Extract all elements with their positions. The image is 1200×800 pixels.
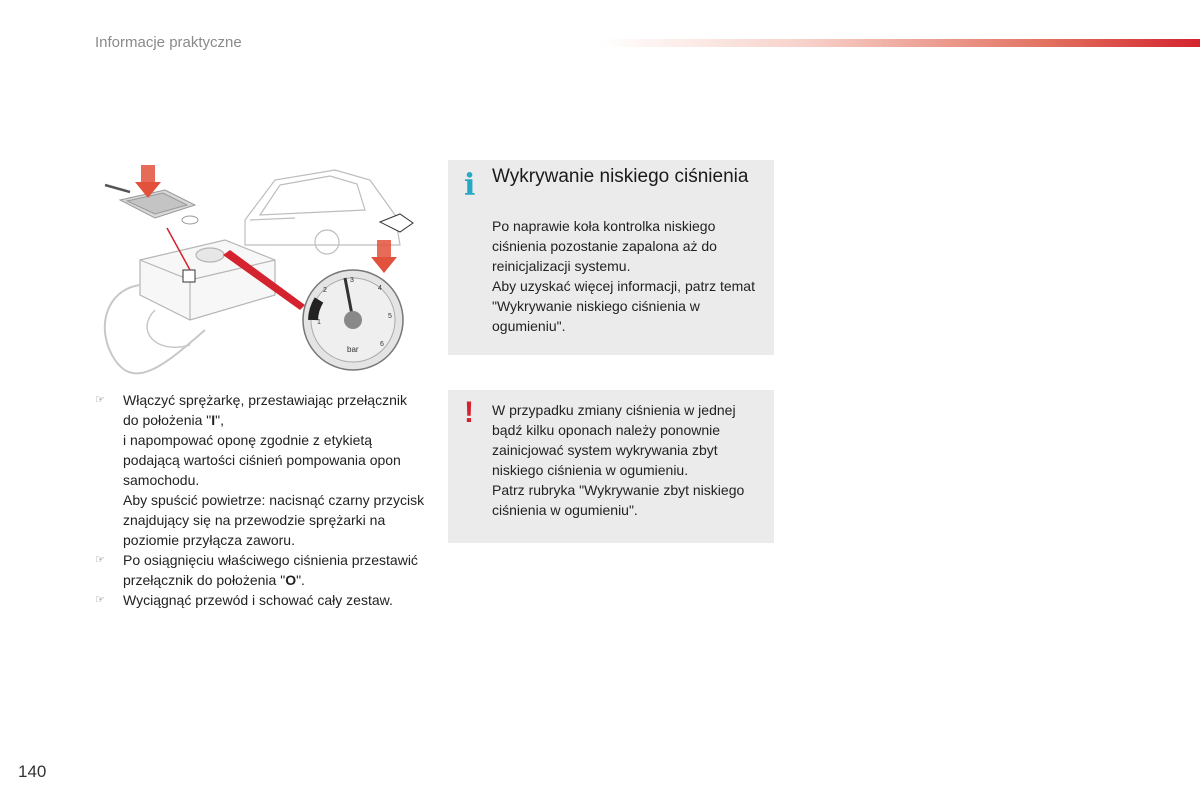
warning-icon: ! xyxy=(464,396,474,429)
switch-position-symbol: O xyxy=(285,572,297,588)
gauge-tick-label: 4 xyxy=(378,285,382,292)
step-text: Po osiągnięciu właściwego ciśnienia przestawić przełącznik do położenia "O". xyxy=(123,552,418,588)
step-text: Włączyć sprężarkę, przestawiając przełącznik do położenia "I", xyxy=(123,392,407,428)
hand-pointer-icon: ☞ xyxy=(95,594,105,606)
hand-pointer-icon: ☞ xyxy=(95,554,105,566)
section-title: Informacje praktyczne xyxy=(95,34,242,51)
info-box xyxy=(448,160,774,355)
info-icon: i xyxy=(464,168,476,203)
instruction-step xyxy=(95,590,425,610)
car-outline xyxy=(245,170,400,254)
step-text: i napompować oponę zgodnie z etykietą podającą wartości ciśnień pompowania opon samochodu. xyxy=(123,432,401,488)
step-text: Aby spuścić powietrze: nacisnąć czarny przycisk znajdujący się na przewodzie sprężarki na poziomie przyłącza zaworu. xyxy=(123,492,425,548)
sealant-cartridge xyxy=(120,190,198,224)
info-paragraph: Aby uzyskać więcej informacji, patrz temat "Wykrywanie niskiego ciśnienia w ogumieniu". xyxy=(492,278,755,334)
gauge-tick-label: 5 xyxy=(388,313,392,320)
compressor-box xyxy=(140,240,275,320)
compressor-illustration xyxy=(95,160,425,375)
instruction-list xyxy=(95,390,425,610)
gauge-tick-label: 2 xyxy=(323,287,327,294)
gauge-tick-label: 1 xyxy=(317,319,321,326)
warning-paragraph: Patrz rubryka "Wykrywanie zbyt niskiego ciśnienia w ogumieniu". xyxy=(492,482,745,518)
gauge-unit-label: bar xyxy=(347,345,359,354)
warning-text xyxy=(492,400,767,520)
callout-pointer-icon xyxy=(380,214,413,232)
warning-paragraph: W przypadku zmiany ciśnienia w jednej bądź kilku oponach należy ponownie zainicjować system wykrywania zbyt niskiego ciśnienia w ogumieniu. xyxy=(492,402,736,478)
gauge-tick-label: 3 xyxy=(350,277,354,284)
warning-box xyxy=(448,390,774,543)
hand-pointer-icon: ☞ xyxy=(95,394,105,406)
page-number: 140 xyxy=(18,762,47,781)
switch-position-symbol: I xyxy=(211,412,216,428)
info-paragraph: Po naprawie koła kontrolka niskiego ciśnienia pozostanie zapalona aż do reinicjalizacji systemu. xyxy=(492,218,717,274)
pressure-gauge xyxy=(303,270,403,370)
header-accent-bar xyxy=(600,39,1200,47)
step-text: Wyciągnąć przewód i schować cały zestaw. xyxy=(123,592,393,608)
instruction-step xyxy=(95,550,425,590)
instruction-step xyxy=(95,390,425,550)
info-title: Wykrywanie niskiego ciśnienia xyxy=(492,166,749,187)
switch-detail xyxy=(183,270,195,282)
valve-cap-line xyxy=(105,185,130,192)
info-text xyxy=(492,216,762,336)
gauge-tick-label: 6 xyxy=(380,341,384,348)
